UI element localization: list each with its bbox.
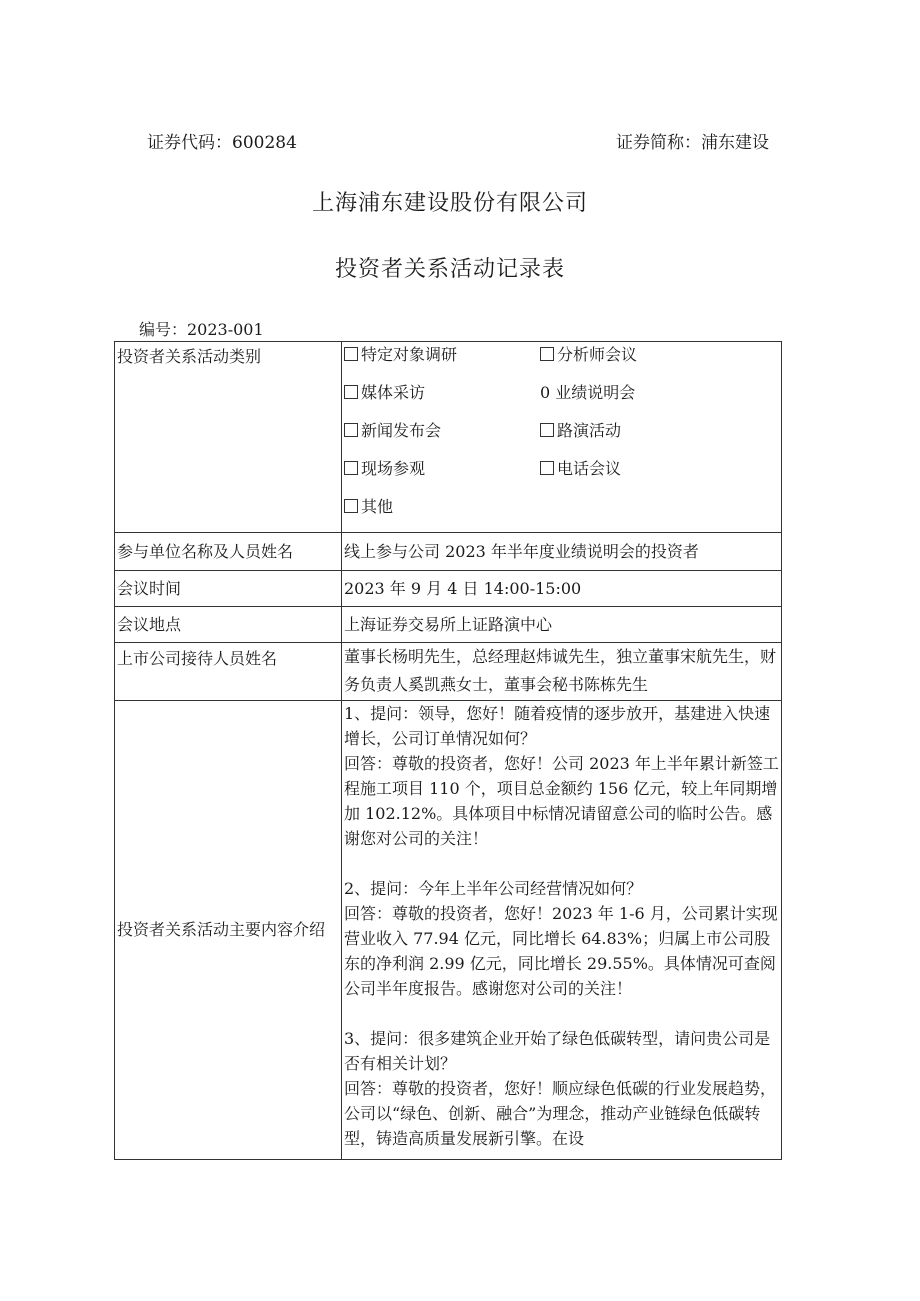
qa-gap	[344, 1001, 779, 1026]
row-activity-type	[115, 342, 782, 533]
stock-code: 证券代码：600284	[147, 133, 297, 153]
activity-option-label: 新闻发布会	[361, 421, 442, 440]
activity-option[interactable]	[540, 380, 736, 418]
activity-type-label: 投资者关系活动类别	[115, 342, 342, 533]
activity-option-label: 其他	[361, 497, 394, 516]
participants-label: 参与单位名称及人员姓名	[115, 533, 342, 571]
question: 3、提问：很多建筑企业开始了绿色低碳转型，请问贵公司是否有相关计划？	[344, 1029, 771, 1073]
checked-mark: 0	[540, 383, 551, 402]
activity-option-label: 媒体采访	[361, 383, 426, 402]
row-participants	[115, 533, 782, 571]
activity-option[interactable]	[344, 456, 540, 494]
stock-short-name: 证券简称：浦东建设	[616, 133, 769, 153]
checkbox-icon	[540, 347, 554, 361]
checkbox-icon	[344, 385, 358, 399]
row-location	[115, 607, 782, 643]
activity-option[interactable]	[540, 456, 736, 494]
checkbox-icon	[344, 423, 358, 437]
checkbox-icon	[344, 499, 358, 513]
content-label: 投资者关系活动主要内容介绍	[115, 701, 342, 1160]
location-label: 会议地点	[115, 607, 342, 643]
question: 2、提问：今年上半年公司经营情况如何？	[344, 879, 643, 898]
record-table	[114, 341, 782, 1160]
serial-number: 编号：2023-001	[139, 320, 264, 339]
location-value: 上海证券交易所上证路演中心	[342, 607, 782, 643]
row-content	[115, 701, 782, 1160]
receptionists-label: 上市公司接待人员姓名	[115, 643, 342, 701]
row-time	[115, 571, 782, 607]
checkbox-icon	[540, 461, 554, 475]
activity-option[interactable]	[344, 494, 540, 532]
question: 1、提问：领导，您好！随着疫情的逐步放开，基建进入快速增长，公司订单情况如何？	[344, 704, 771, 748]
checkbox-icon	[540, 423, 554, 437]
checkbox-icon	[344, 461, 358, 475]
row-receptionists	[115, 643, 782, 701]
activity-option-label: 分析师会议	[557, 345, 638, 364]
answer: 回答：尊敬的投资者，您好！公司 2023 年上半年累计新签工程施工项目 110 个，项目总金额约 156 亿元，较上年同期增加 102.12%。具体项目中标情况请留意公司的临时公告。感谢您对公司的关注！	[344, 754, 779, 848]
participants-value: 线上参与公司 2023 年半年度业绩说明会的投资者	[342, 533, 782, 571]
receptionists-value: 董事长杨明先生，总经理赵炜诚先生，独立董事宋航先生，财务负责人奚凯燕女士，董事会秘书陈栋先生	[342, 643, 782, 701]
activity-option-label: 电话会议	[557, 459, 622, 478]
activity-option[interactable]	[540, 342, 736, 380]
qa-gap	[344, 851, 779, 876]
activity-option[interactable]	[344, 418, 540, 456]
time-value: 2023 年 9 月 4 日 14:00-15:00	[342, 571, 782, 607]
time-label: 会议时间	[115, 571, 342, 607]
answer: 回答：尊敬的投资者，您好！2023 年 1-6 月，公司累计实现营业收入 77.94 亿元，同比增长 64.83%；归属上市公司股东的净利润 2.99 亿元，同比增长 29.55%。具体情况可查阅公司半年度报告。感谢您对公司的关注！	[344, 904, 778, 998]
activity-option-label: 特定对象调研	[361, 345, 458, 364]
answer: 回答：尊敬的投资者，您好！顺应绿色低碳的行业发展趋势，公司以“绿色、创新、融合”为理念，推动产业链绿色低碳转型，铸造高质量发展新引擎。在设	[344, 1079, 777, 1148]
activity-option-label: 业绩说明会	[555, 383, 636, 402]
form-title: 投资者关系活动记录表	[334, 257, 565, 282]
content-body	[342, 701, 782, 1160]
activity-option-label: 路演活动	[557, 421, 622, 440]
activity-option[interactable]	[540, 418, 736, 456]
checkbox-icon	[344, 347, 358, 361]
activity-option[interactable]	[344, 380, 540, 418]
activity-option[interactable]	[344, 342, 540, 380]
activity-type-options	[342, 342, 782, 533]
company-title: 上海浦东建设股份有限公司	[311, 191, 588, 216]
activity-option-label: 现场参观	[361, 459, 426, 478]
